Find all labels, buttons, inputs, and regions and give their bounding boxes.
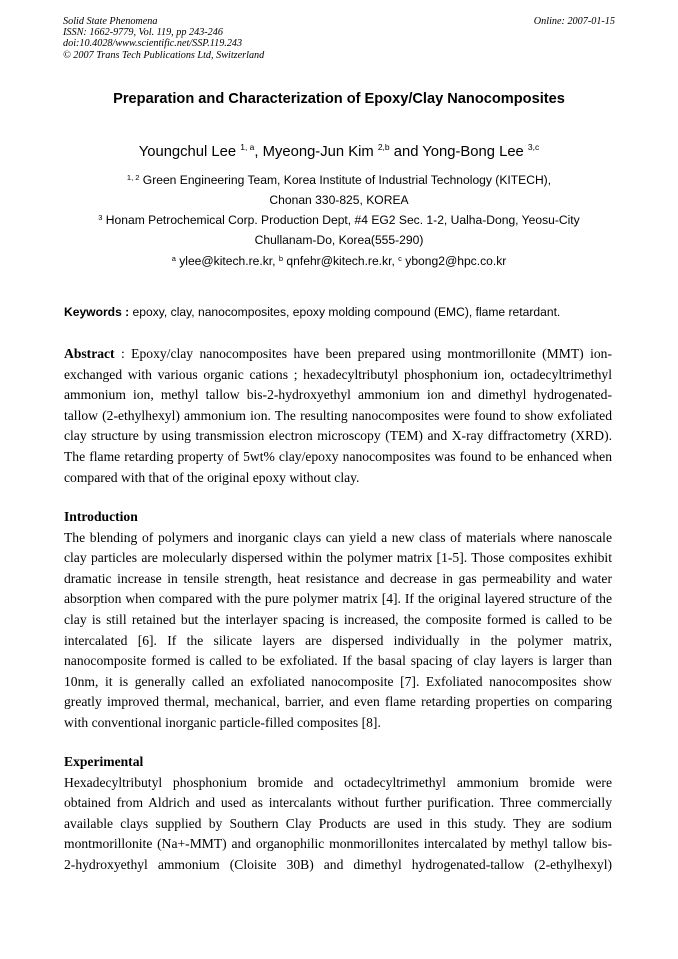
author-separator: and xyxy=(389,144,423,160)
email-address: ybong2@hpc.co.kr xyxy=(401,254,507,268)
author-name: Yong-Bong Lee xyxy=(422,144,524,160)
affiliation-line xyxy=(0,170,678,192)
paragraph-line: 2-hydroxyethyl ammonium (Cloisite 30B) and dimethyl hydrogenated-tallow (2-ethylhexyl) xyxy=(64,856,612,872)
introduction-section xyxy=(64,507,612,734)
affiliation-superscript: 3 xyxy=(98,213,103,222)
email-superscript: a xyxy=(171,254,176,263)
issn: ISSN: 1662-9779, Vol. 119, pp 243-246 xyxy=(63,27,223,39)
copyright: © 2007 Trans Tech Publications Ltd, Switzerland xyxy=(63,49,265,61)
affiliation-text: Honam Petrochemical Corp. Production Dept, #4 EG2 Sec. 1-2, Ualha-Dong, Yeosu-City xyxy=(102,213,580,227)
paragraph-line: obtained from Aldrich and used as intercalants without further purification. Three commercially xyxy=(64,795,612,811)
paragraph-line: Hexadecyltributyl phosphonium bromide and octadecyltrimethyl ammonium bromide were xyxy=(64,774,612,790)
section-heading: Experimental xyxy=(64,754,144,769)
abstract-label: Abstract xyxy=(64,346,115,361)
experimental-section xyxy=(64,752,612,876)
paragraph-line: nanocomposite formed is called to be exfoliated. If the basal spacing of clay layers is larger than xyxy=(64,653,612,669)
affiliation-text: Green Engineering Team, Korea Institute of Industrial Technology (KITECH), xyxy=(139,173,552,187)
abstract-line: tallow (2-ethylhexyl) ammonium ion. The resulting nanocomposites were found to show exfoliated xyxy=(64,407,612,423)
affiliation-line xyxy=(0,230,678,250)
abstract-line xyxy=(64,344,612,365)
paragraph-line: clay particles are molecularly dispersed within the polymer matrix [1-5]. Those composites exhibit xyxy=(64,550,612,566)
email-line xyxy=(0,251,678,273)
online-date: Online: 2007-01-15 xyxy=(533,16,615,27)
paragraph-line: montmorillonite (Na+-MMT) and organophilic monmorillonites intercalated by methyl tallow bis- xyxy=(64,836,612,852)
email-address: ylee@kitech.re.kr, xyxy=(175,254,279,268)
journal-meta xyxy=(63,16,264,61)
author-name: Myeong-Jun Kim xyxy=(262,144,374,160)
keywords-label: Keywords : xyxy=(64,305,130,319)
author-superscript: 2,b xyxy=(377,142,390,152)
author-name: Youngchul Lee xyxy=(138,144,237,160)
author-separator: , xyxy=(254,144,263,160)
paragraph-line: intercalated [6]. If the silicate layers are dispersed individually in the polymer matrix, xyxy=(64,632,612,648)
abstract-line: ammonium ion, methyl tallow bis-2-hydroxyethyl ammonium ion and dimethyl hydrogenated- xyxy=(64,387,612,403)
email-superscript: b xyxy=(278,254,284,263)
paragraph-line: clay is still retained but the interlayer spacing is increased, the composite formed is called to be xyxy=(64,611,612,627)
abstract-line: compared with that of the original epoxy without clay. xyxy=(64,469,360,485)
keywords xyxy=(64,305,560,319)
email-superscript: c xyxy=(398,254,402,263)
author-superscript: 1, a xyxy=(240,142,255,152)
paragraph-line: available clays supplied by Southern Clay Products are used in this study. They are sodium xyxy=(64,815,612,831)
affiliation-line xyxy=(0,210,678,232)
abstract-text: : Epoxy/clay nanocomposites have been prepared using montmorillonite (MMT) ion- xyxy=(114,346,612,361)
journal-name: Solid State Phenomena xyxy=(63,16,158,27)
paragraph-line: 10nm, it is generally called an exfoliated nanocomposite [7]. Exfoliated nanocomposites show xyxy=(64,673,612,689)
affiliation-text: Chonan 330-825, KOREA xyxy=(269,193,409,207)
abstract-line: clay structure by using transmission electron microscopy (TEM) and X-ray diffractometry (XRD). xyxy=(64,428,612,444)
section-heading: Introduction xyxy=(64,509,138,524)
author-list xyxy=(0,144,678,160)
affiliation-text: Chullanam-Do, Korea(555-290) xyxy=(254,233,424,247)
paragraph-line: absorption when compared with the pure polymer matrix [4]. If the original layered structure of the xyxy=(64,591,612,607)
paragraph-line: The blending of polymers and inorganic clays can yield a new class of materials where nanoscale xyxy=(64,529,612,545)
abstract xyxy=(64,344,612,488)
affiliation-superscript: 1, 2 xyxy=(126,173,140,182)
abstract-line: The flame retarding property of 5wt% clay/epoxy nanocomposites was found to be enhanced when xyxy=(64,448,612,464)
paragraph-line: with conventional inorganic particle-filled composites [8]. xyxy=(64,714,381,730)
paper-title: Preparation and Characterization of Epoxy/Clay Nanocomposites xyxy=(113,91,565,107)
affiliation-line xyxy=(0,190,678,210)
abstract-line: exchanged with various organic cations ; hexadecyltributyl phosphonium ion, octadecyltrimethyl xyxy=(64,366,612,382)
email-address: qnfehr@kitech.re.kr, xyxy=(283,254,399,268)
keywords-text: epoxy, clay, nanocomposites, epoxy molding compound (EMC), flame retardant. xyxy=(129,305,561,319)
paragraph-line: greatly improved thermal, mechanical, barrier, and even flame retarding properties on comparing xyxy=(64,694,612,710)
author-superscript: 3,c xyxy=(527,142,540,152)
doi: doi:10.4028/www.scientific.net/SSP.119.243 xyxy=(63,38,243,50)
paragraph-line: dramatic increase in tensile strength, heat resistance and decrease in gas permeability and water xyxy=(64,570,612,586)
